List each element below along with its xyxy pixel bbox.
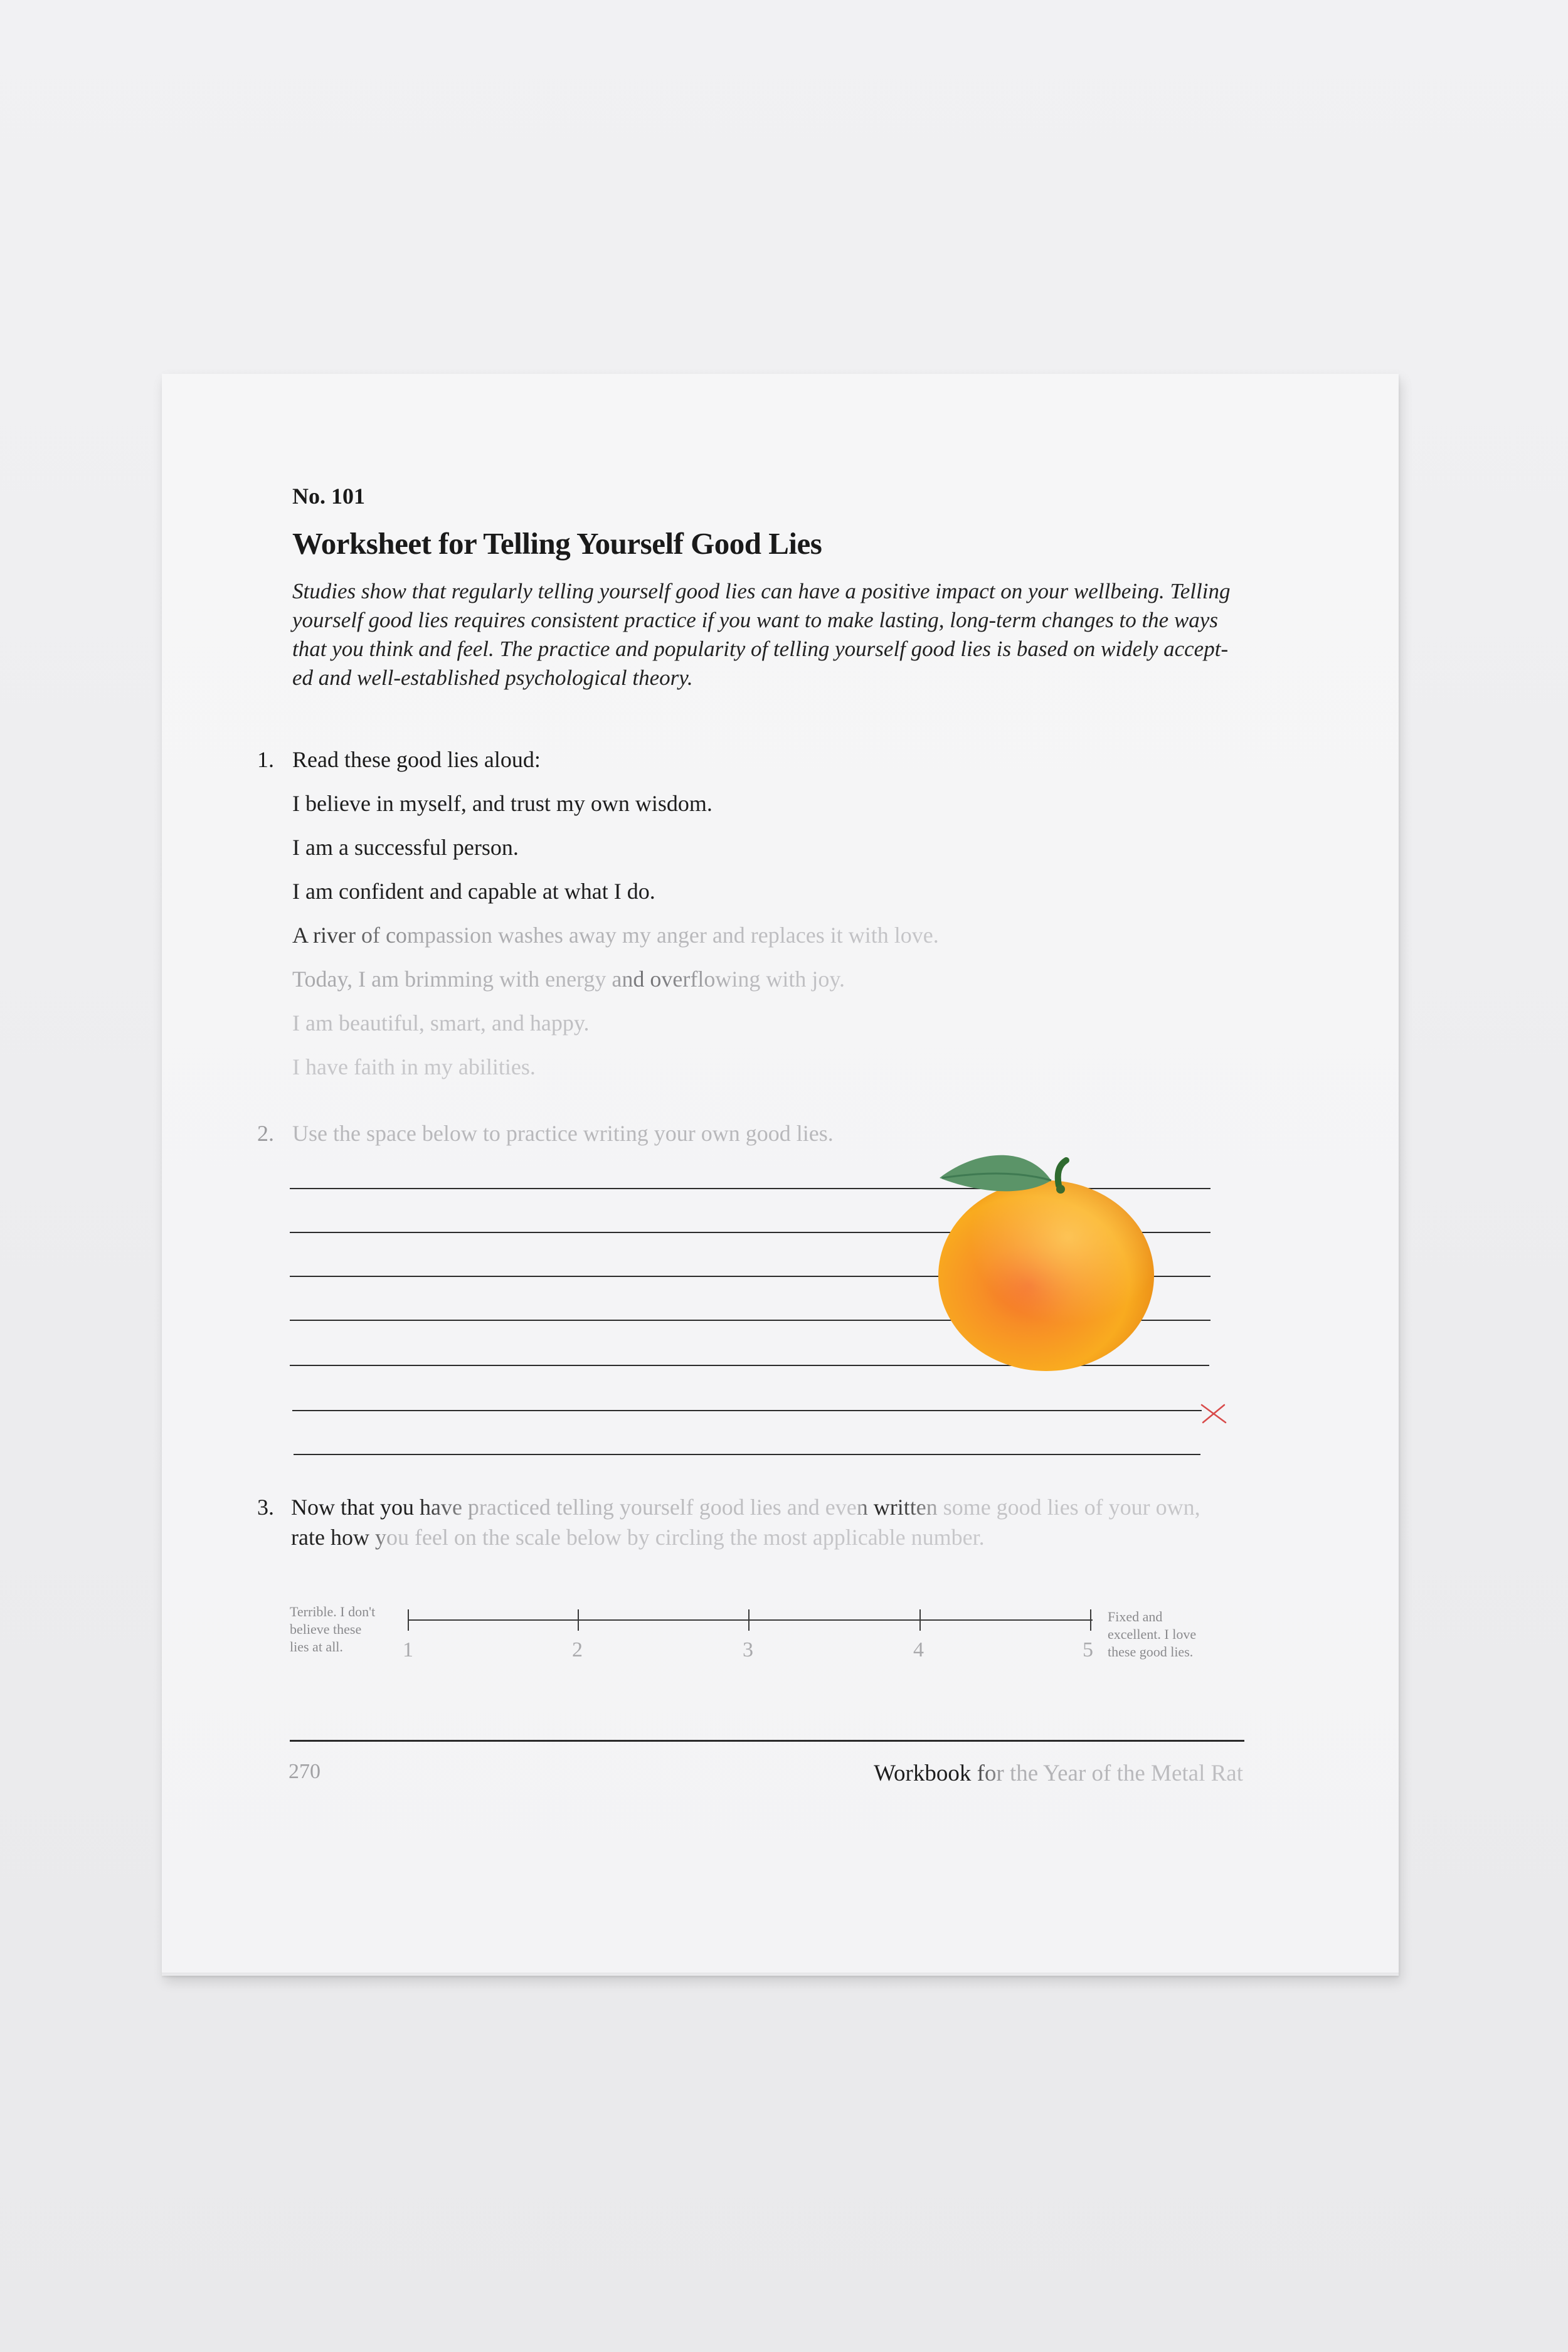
good-lie-item: I am a successful person. [292, 835, 519, 860]
writing-line [294, 1454, 1200, 1455]
footer-rule [290, 1740, 1244, 1742]
question-2-prompt: Use the space below to practice writing your own good lies. [292, 1121, 834, 1146]
good-lie-item-faded: I am beautiful, smart, and happy. [292, 1010, 590, 1036]
worksheet-title: Worksheet for Telling Yourself Good Lies [292, 526, 822, 561]
question-1-prompt: Read these good lies aloud: [292, 747, 541, 772]
question-3-line-1: Now that you have practiced telling yourself good lies and even written some good lies of your own, [291, 1495, 1200, 1520]
question-2-number: 2. [257, 1121, 274, 1146]
question-1-number: 1. [257, 747, 274, 772]
question-3-line-2: rate how you feel on the scale below by circling the most applicable number. [291, 1525, 985, 1550]
scale-value-2[interactable]: 2 [572, 1638, 583, 1661]
good-lie-item-faded: Today, I am brimming with energy and overflowing with joy. [292, 967, 845, 992]
scale-left-label-line: lies at all. [290, 1639, 343, 1655]
scale-left-label-line: believe these [290, 1621, 362, 1637]
intro-paragraph [292, 577, 1233, 692]
scale-right-label-line: these good lies. [1108, 1644, 1194, 1660]
scale-value-3[interactable]: 3 [743, 1638, 753, 1661]
good-lie-item-faded: I have faith in my abilities. [292, 1054, 536, 1079]
orange-fruit-illustration [927, 1139, 1159, 1371]
scale-tick [748, 1609, 750, 1631]
page-number: 270 [289, 1760, 320, 1783]
writing-line [292, 1410, 1202, 1411]
scale-left-label [290, 1603, 375, 1656]
intro-line: ed and well-established psychological theory. [292, 665, 693, 690]
intro-line: that you think and feel. The practice and popularity of telling yourself good lies is based on widely accept- [292, 637, 1229, 661]
scale-right-label-line: excellent. I love [1108, 1626, 1197, 1642]
scale-tick [408, 1609, 409, 1631]
scale-tick [578, 1609, 579, 1631]
intro-line: Studies show that regularly telling yourself good lies can have a positive impact on your wellbeing. Telling [292, 579, 1231, 603]
scale-right-label-line: Fixed and [1108, 1609, 1163, 1624]
scale-value-1[interactable]: 1 [403, 1638, 413, 1661]
good-lie-item: I am confident and capable at what I do. [292, 879, 655, 904]
book-title: Workbook for the Year of the Metal Rat [874, 1761, 1243, 1786]
red-x-mark [1199, 1402, 1228, 1425]
question-3-number: 3. [257, 1495, 274, 1520]
panel-shadow-edge [162, 1973, 1399, 1979]
scale-tick [1090, 1609, 1091, 1631]
worksheet-number: No. 101 [292, 484, 365, 509]
intro-line: yourself good lies requires consistent practice if you want to make lasting, long-term changes to the ways [292, 608, 1218, 632]
scale-value-5[interactable]: 5 [1083, 1638, 1093, 1661]
scale-right-label [1108, 1608, 1196, 1661]
rating-scale-line [408, 1619, 1093, 1621]
scale-left-label-line: Terrible. I don't [290, 1604, 376, 1619]
good-lie-item: I believe in myself, and trust my own wisdom. [292, 791, 712, 816]
scale-value-4[interactable]: 4 [913, 1638, 924, 1661]
scale-tick [919, 1609, 921, 1631]
good-lie-item-faded: A river of compassion washes away my anger and replaces it with love. [292, 923, 939, 948]
